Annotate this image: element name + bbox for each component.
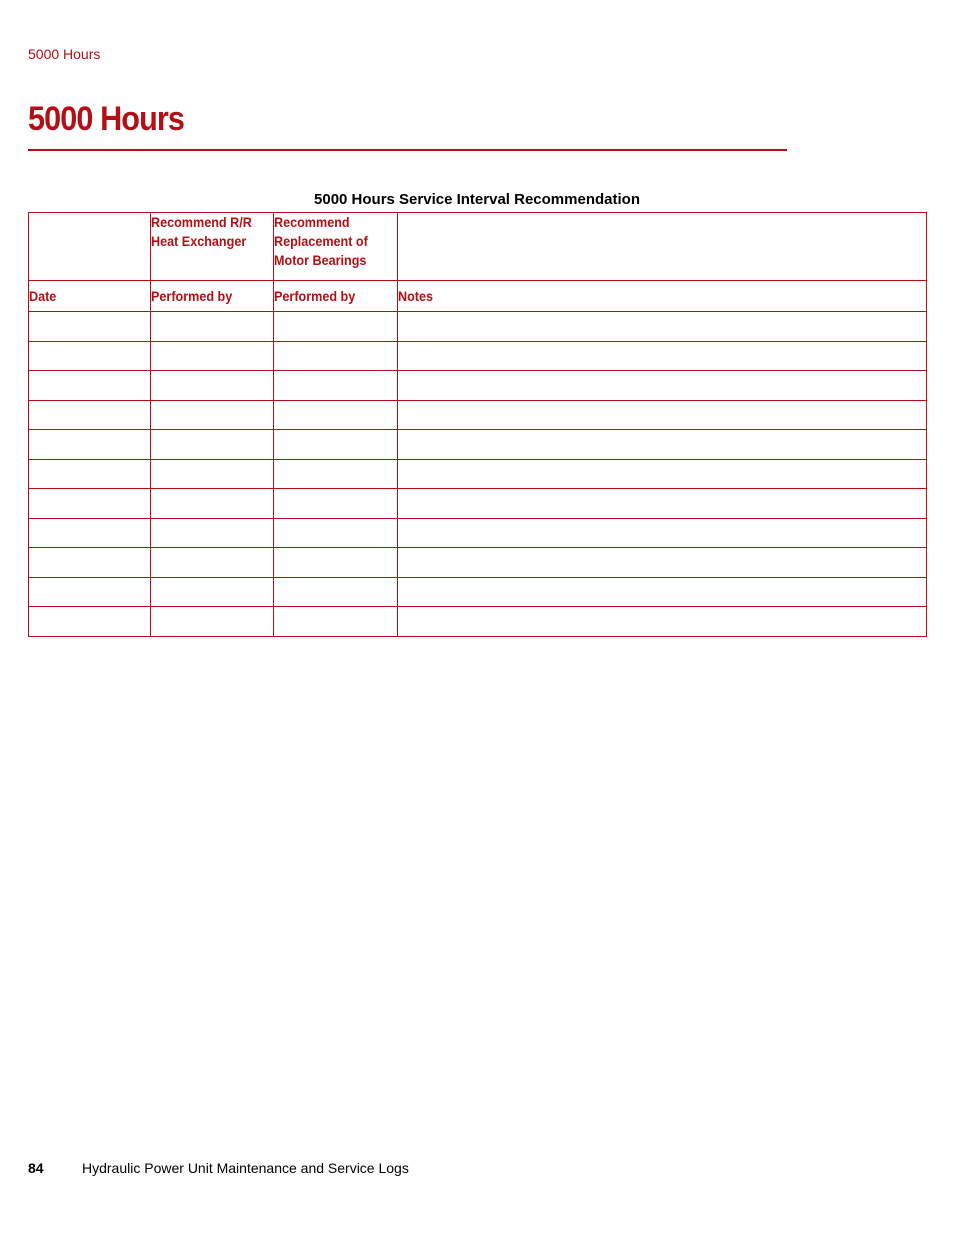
cell-notes: [398, 341, 927, 371]
table-header-top-row: [29, 213, 927, 281]
column-header-date: [29, 281, 151, 312]
cell-date: [29, 577, 151, 607]
header-top-line: Motor Bearings: [274, 252, 367, 268]
cell-performed-by-heat-exchanger: [151, 489, 274, 519]
table-header-row: [29, 281, 927, 312]
header-top-cell-notes: [398, 213, 927, 281]
cell-notes: [398, 489, 927, 519]
cell-notes: [398, 577, 927, 607]
cell-performed-by-motor-bearings: [274, 341, 398, 371]
table-row: [29, 518, 927, 548]
cell-date: [29, 607, 151, 637]
table-row: [29, 577, 927, 607]
cell-date: [29, 341, 151, 371]
cell-performed-by-heat-exchanger: [151, 312, 274, 342]
column-header-performed-by-heat-exchanger: [151, 281, 274, 312]
header-top-line: Recommend R/R: [151, 214, 252, 230]
cell-performed-by-motor-bearings: [274, 607, 398, 637]
header-top-cell-motor-bearings: [274, 213, 398, 281]
cell-performed-by-heat-exchanger: [151, 548, 274, 578]
cell-performed-by-heat-exchanger: [151, 577, 274, 607]
log-rows: [29, 312, 927, 637]
cell-notes: [398, 548, 927, 578]
page-title: 5000 Hours: [28, 100, 184, 138]
cell-notes: [398, 400, 927, 430]
cell-performed-by-heat-exchanger: [151, 400, 274, 430]
cell-performed-by-heat-exchanger: [151, 607, 274, 637]
cell-notes: [398, 430, 927, 460]
cell-performed-by-heat-exchanger: [151, 518, 274, 548]
header-top-cell-heat-exchanger: [151, 213, 274, 281]
table-row: [29, 400, 927, 430]
table-row: [29, 489, 927, 519]
cell-performed-by-motor-bearings: [274, 548, 398, 578]
table-row: [29, 312, 927, 342]
footer-document-title: Hydraulic Power Unit Maintenance and Service Logs: [82, 1160, 409, 1176]
header-top-cell-date: [29, 213, 151, 281]
cell-performed-by-motor-bearings: [274, 371, 398, 401]
column-header-label: Notes: [398, 288, 434, 304]
cell-performed-by-motor-bearings: [274, 430, 398, 460]
cell-notes: [398, 459, 927, 489]
cell-date: [29, 459, 151, 489]
service-log-table: [28, 212, 927, 637]
cell-performed-by-heat-exchanger: [151, 430, 274, 460]
header-top-line: Recommend: [274, 214, 350, 230]
cell-performed-by-heat-exchanger: [151, 341, 274, 371]
table-row: [29, 430, 927, 460]
table-row: [29, 371, 927, 401]
cell-notes: [398, 607, 927, 637]
cell-performed-by-heat-exchanger: [151, 459, 274, 489]
page-number: 84: [28, 1160, 44, 1176]
column-header-performed-by-motor-bearings: [274, 281, 398, 312]
cell-date: [29, 489, 151, 519]
cell-performed-by-motor-bearings: [274, 489, 398, 519]
table-row: [29, 607, 927, 637]
title-rule: [28, 149, 787, 151]
cell-performed-by-motor-bearings: [274, 312, 398, 342]
cell-date: [29, 371, 151, 401]
column-header-notes: [398, 281, 927, 312]
table-row: [29, 341, 927, 371]
running-head: 5000 Hours: [28, 46, 101, 62]
table-caption: 5000 Hours Service Interval Recommendation: [314, 191, 640, 208]
cell-performed-by-motor-bearings: [274, 577, 398, 607]
column-header-label: Performed by: [274, 288, 356, 304]
cell-notes: [398, 312, 927, 342]
column-header-label: Date: [29, 288, 57, 304]
cell-performed-by-motor-bearings: [274, 400, 398, 430]
table-row: [29, 459, 927, 489]
cell-date: [29, 400, 151, 430]
cell-notes: [398, 371, 927, 401]
cell-date: [29, 312, 151, 342]
header-top-line: Heat Exchanger: [151, 233, 247, 249]
cell-performed-by-motor-bearings: [274, 459, 398, 489]
table-row: [29, 548, 927, 578]
cell-notes: [398, 518, 927, 548]
cell-performed-by-heat-exchanger: [151, 371, 274, 401]
cell-date: [29, 430, 151, 460]
column-header-label: Performed by: [151, 288, 233, 304]
cell-performed-by-motor-bearings: [274, 518, 398, 548]
cell-date: [29, 518, 151, 548]
cell-date: [29, 548, 151, 578]
header-top-line: Replacement of: [274, 233, 368, 249]
